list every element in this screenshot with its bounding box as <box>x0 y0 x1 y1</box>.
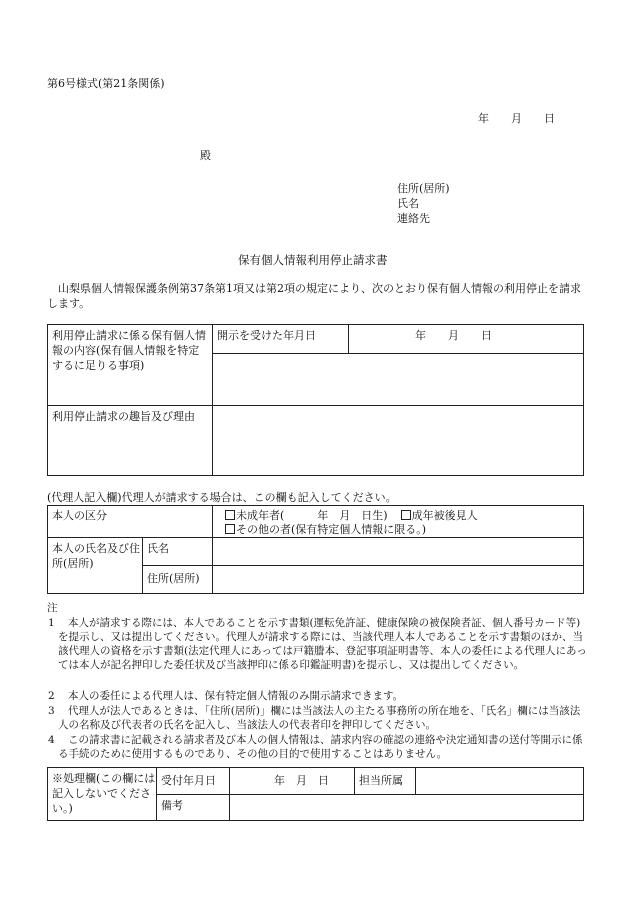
ward-checkbox[interactable] <box>401 510 411 520</box>
received-label-cell <box>157 768 230 795</box>
category-options-cell <box>213 506 584 538</box>
category-label: 本人の区分 <box>52 509 107 522</box>
category-label-cell <box>48 506 213 538</box>
note-text: この請求書に記載される請求者及び本人の個人情報は、請求内容の確認の連絡や決定通知書の送付等開示に係る手続のために使用するものであり、その他の目的で使用することはありません。 <box>58 734 583 760</box>
remarks-label: 備考 <box>161 799 183 812</box>
note-text: 本人の委任による代理人は、保有特定個人情報のみ開示請求できます。 <box>68 690 404 702</box>
note-number: 3 <box>48 705 55 717</box>
note-text: 代理人が法人であるときは、「住所(居所)」欄には当該法人の主たる事務所の所在地を、「氏名」欄には当該法人の名称及び代表者の氏名を記入し、当該法人の代表者印を押印してください。 <box>58 705 581 731</box>
remarks-value-cell <box>230 795 584 821</box>
dept-label-cell <box>355 768 416 795</box>
remarks-label-cell <box>157 795 230 821</box>
option-ward-label: 成年被後見人 <box>411 509 478 522</box>
request-table <box>47 324 584 476</box>
note-item <box>48 616 588 672</box>
note-item <box>48 733 588 761</box>
disclosure-date-value: 年 月 日 <box>415 329 492 342</box>
dept-label: 担当所属 <box>359 774 403 787</box>
note-number: 1 <box>48 617 55 629</box>
reason-value-cell[interactable] <box>213 406 584 476</box>
note-item <box>48 704 588 732</box>
office-label: ※処理欄(この欄には記入しないでください。) <box>52 772 156 815</box>
requester-contact-label: 連絡先 <box>397 212 430 225</box>
content-value-cell[interactable] <box>213 354 584 406</box>
reason-label-cell <box>48 406 213 476</box>
form-number: 第6号様式(第21条関係) <box>47 77 165 90</box>
received-value-cell <box>230 768 355 795</box>
note-number: 4 <box>48 734 55 746</box>
principal-label: 本人の氏名及び住所(居所) <box>52 542 140 570</box>
received-value: 年 月 日 <box>274 774 329 787</box>
principal-name-label-cell <box>143 538 213 566</box>
requester-address-label: 住所(居所) <box>397 182 450 195</box>
addressee-suffix: 殿 <box>200 149 211 162</box>
option-other-line[interactable] <box>225 522 426 537</box>
principal-address-value-cell[interactable] <box>213 566 584 594</box>
principal-name-value-cell[interactable] <box>213 538 584 566</box>
reason-label: 利用停止請求の趣旨及び理由 <box>52 410 195 423</box>
intro-paragraph: 山梨県個人情報保護条例第37条第1項又は第2項の規定により、次のとおり保有個人情報の利用停止を請求します。 <box>47 282 581 310</box>
requester-name-label: 氏名 <box>397 197 419 210</box>
minor-checkbox[interactable] <box>225 510 235 520</box>
principal-address-label-cell <box>143 566 213 594</box>
principal-address-label: 住所(居所) <box>147 572 200 585</box>
other-checkbox[interactable] <box>225 524 235 534</box>
agent-heading: (代理人記入欄)代理人が請求する場合は、この欄も記入してください。 <box>47 491 397 504</box>
content-label: 利用停止請求に係る保有個人情報の内容(保有個人情報を特定するに足りる事項) <box>52 329 206 372</box>
note-number: 2 <box>48 690 55 702</box>
option-minor-label: 未成年者( 年 月 日生) <box>236 509 388 522</box>
disclosure-date-label-cell <box>213 325 349 354</box>
disclosure-date-label: 開示を受けた年月日 <box>217 329 316 342</box>
note-text: 本人が請求する際には、本人であることを示す書類(運転免許証、健康保険の被保険者証、個人番号カード等)を提示し、又は提出してください。代理人が請求する際には、当該代理人本人であることを示す書類のほか、当該代理人の資格を示す書類(法定代理人にあっては戸籍謄本、登記事項証明書等、本人の委任による代理人にあっては本人が記名押印した委任状及び当該押印に係る印鑑証明書)を提示し、又は提出してください。 <box>58 617 587 671</box>
office-use-table <box>47 767 584 821</box>
agent-table <box>47 505 584 594</box>
option-minor-line[interactable] <box>225 508 478 523</box>
disclosure-date-value-cell[interactable] <box>349 325 584 354</box>
received-label: 受付年月日 <box>161 774 216 787</box>
office-label-cell <box>48 768 157 821</box>
note-item <box>48 689 588 703</box>
principal-name-label: 氏名 <box>147 542 169 555</box>
notes-heading: 注 <box>47 602 58 614</box>
date-line: 年 月 日 <box>478 112 555 125</box>
principal-label-cell <box>48 538 143 594</box>
option-other-label: その他の者(保有特定個人情報に限る。) <box>236 523 427 536</box>
dept-value-cell <box>416 768 584 795</box>
content-label-cell <box>48 325 213 406</box>
document-title: 保有個人情報利用停止請求書 <box>238 253 388 267</box>
